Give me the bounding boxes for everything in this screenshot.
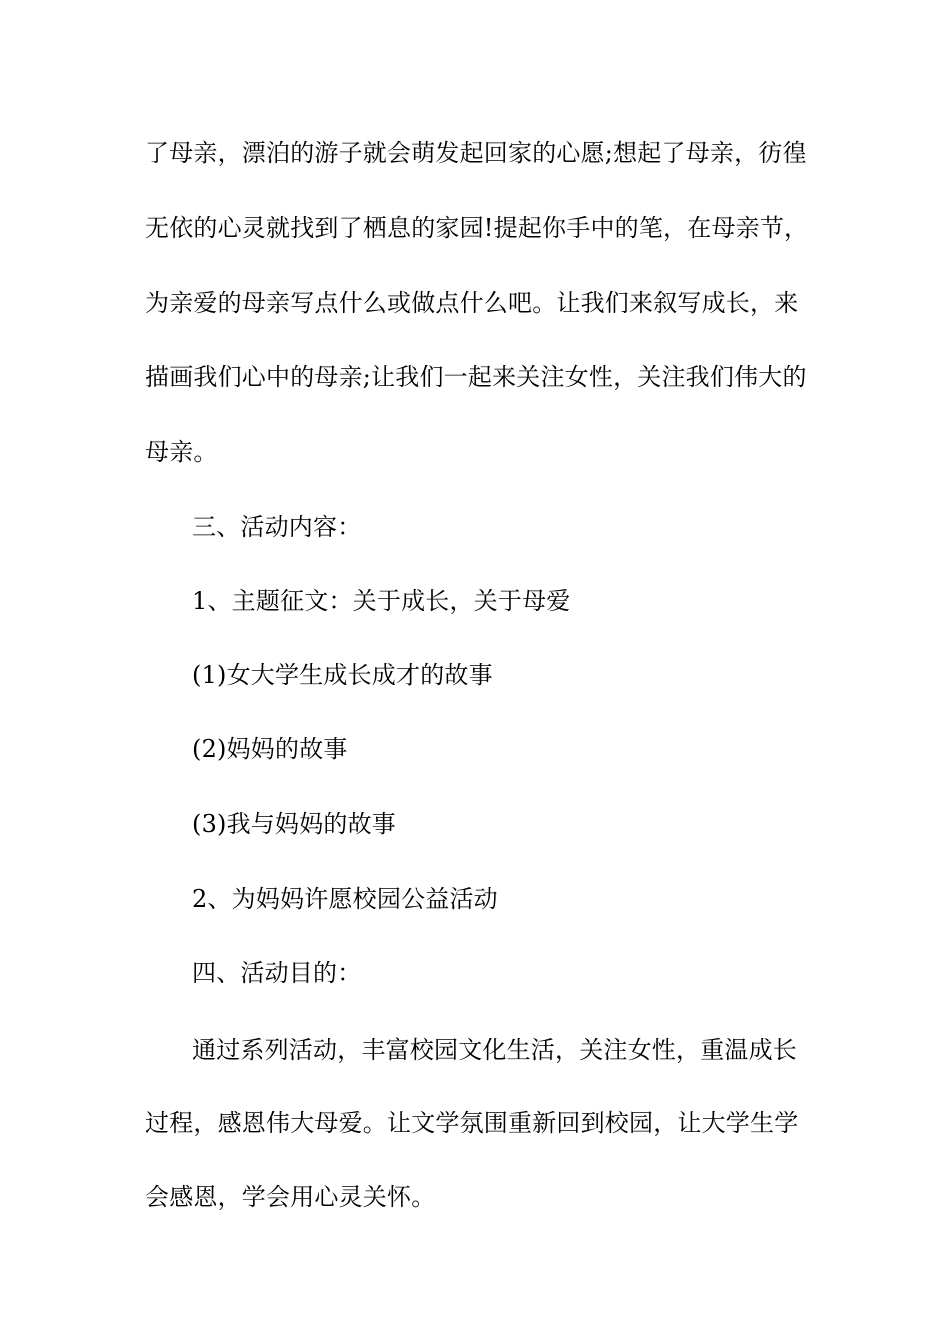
sub-list-item: (3)我与妈妈的故事: [192, 810, 396, 838]
section-heading: 三、活动内容：: [192, 513, 362, 541]
paragraph-line: 通过系列活动，丰富校园文化生活，关注女性，重温成长: [192, 1036, 797, 1064]
paragraph-line: 过程，感恩伟大母爱。让文学氛围重新回到校园，让大学生学: [145, 1109, 799, 1137]
sub-list-item: (1)女大学生成长成才的故事: [192, 661, 493, 689]
paragraph-line: 会感恩，学会用心灵关怀。: [145, 1183, 436, 1211]
list-item: 2、为妈妈许愿校园公益活动: [192, 885, 498, 913]
paragraph-line: 无依的心灵就找到了栖息的家园!提起你手中的笔，在母亲节，: [145, 214, 809, 242]
paragraph-line: 母亲。: [145, 438, 218, 466]
paragraph-line: 为亲爱的母亲写点什么或做点什么吧。让我们来叙写成长，来: [145, 289, 799, 317]
list-item: 1、主题征文：关于成长，关于母爱: [192, 587, 571, 615]
paragraph-line: 了母亲，漂泊的游子就会萌发起回家的心愿;想起了母亲，彷徨: [145, 139, 807, 167]
sub-list-item: (2)妈妈的故事: [192, 735, 348, 763]
section-heading: 四、活动目的：: [192, 959, 362, 987]
paragraph-line: 描画我们心中的母亲;让我们一起来关注女性，关注我们伟大的: [145, 363, 807, 391]
